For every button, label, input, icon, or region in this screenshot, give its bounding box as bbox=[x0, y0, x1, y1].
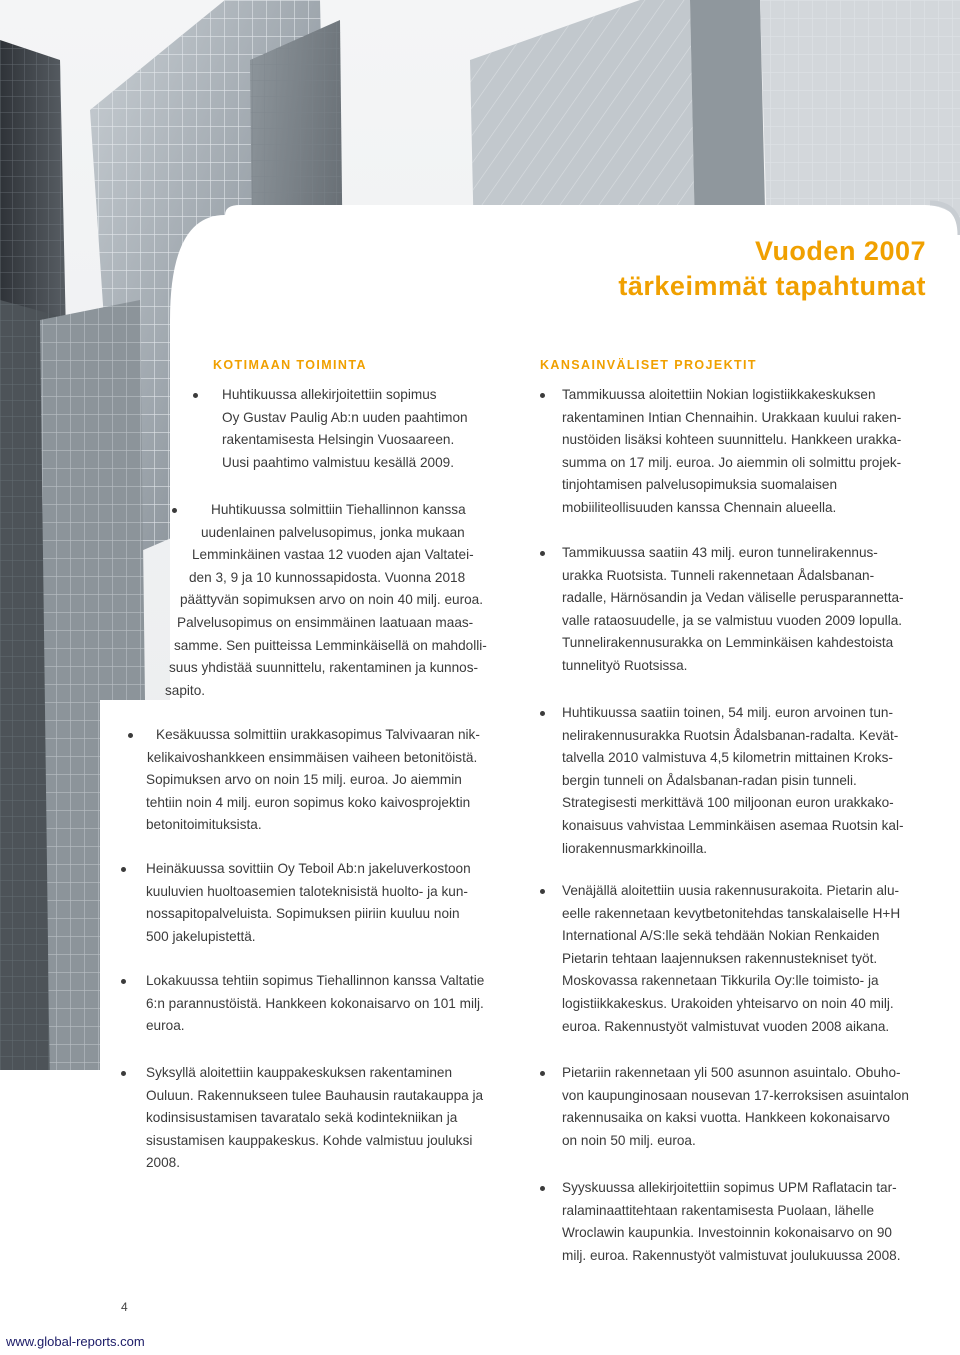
bullet-icon bbox=[540, 889, 545, 894]
list-item: Syyskuussa allekirjoitettiin sopimus UPM Raflatacin tar- ralaminaattitehtaan rakentamisesta Puolaan, lähelle Wroclawin kaupunkia. Investoinnin kokonaisarvo on 90 milj. euroa. Rakennustyöt valmistuvat joulukuussa 2008. bbox=[562, 1180, 901, 1263]
title-line-1: Vuoden 2007 bbox=[754, 236, 926, 266]
list-item: Syksyllä aloitettiin kauppakeskuksen rakentaminen Ouluun. Rakennukseen tulee Bauhausin rautakauppa ja kodinsisustamisen tavaratalo sekä kodintekniikan ja sisustamisen kauppakeskus. Kohde valmistuu jouluksi 2008. bbox=[146, 1065, 484, 1171]
page-number: 4 bbox=[121, 1300, 128, 1314]
title-line-2: tärkeimmät tapahtumat bbox=[618, 271, 926, 301]
list-item: Huhtikuussa solmittiin Tiehallinnon kanssa uudenlainen palvelusopimus, jonka mukaan Lemminkäinen vastaa 12 vuoden ajan Valtatei- den 3, 9 ja 10 kunnossapidosta. Vuonna 2018 päättyvän sopimuksen arvo on noin 40 milj. euroa. Palvelusopimus on ensimmäinen laatuaan maas- samme. Sen puitteissa Lemminkäisellä on mahdolli- suus yhdistää suunnittelu, rakentaminen ja kunnos- sapito. bbox=[165, 502, 487, 698]
list-item: Tammikuussa saatiin 43 milj. euron tunnelirakennus- urakka Ruotsista. Tunneli rakennetaan Ådalsbanan- radalle, Härnösandin ja Vedan väliselle perusparannetta- valle rataosuudelle, ja se valmistuu vuoden 2009 lopulla. Tunnelirakennusurakka on Lemminkäisen kahdestoista tunnelityö Ruotsissa. bbox=[562, 545, 904, 673]
bullet-icon bbox=[121, 1071, 126, 1076]
list-item: Venäjällä aloitettiin uusia rakennusurakoita. Pietarin alu- eelle rakennetaan kevytbetonitehdas tanskalaiselle H+H International A/S:lle sekä tehdään Nokian Renkaiden Pietarin tehtaan laajennuksen rakennustekniset työt. Moskovassa rakennetaan Tikkurila Oy:lle toimisto- ja logistiikkakeskus. Urakoiden yhteisarvo on noin 40 milj. euroa. Rakennustyöt valmistuvat vuoden 2008 aikana. bbox=[562, 883, 901, 1034]
bullet-icon bbox=[121, 979, 126, 984]
bullet-icon bbox=[193, 393, 198, 398]
section-heading-international: KANSAINVÄLISET PROJEKTIT bbox=[540, 358, 757, 372]
bullet-icon bbox=[121, 867, 126, 872]
list-item: Huhtikuussa allekirjoitettiin sopimus Oy Gustav Paulig Ab:n uuden paahtimon rakentamisesta Helsingin Vuosaareen. Uusi paahtimo valmistuu kesällä 2009. bbox=[222, 387, 468, 470]
bullet-icon bbox=[540, 711, 545, 716]
section-heading-domestic: KOTIMAAN TOIMINTA bbox=[213, 358, 367, 372]
bullet-icon bbox=[540, 393, 545, 398]
bullet-icon bbox=[540, 1186, 545, 1191]
list-item: Heinäkuussa sovittiin Oy Teboil Ab:n jakeluverkostoon kuuluvien huoltoasemien taloteknisistä huolto- ja kun- nossapitopalveluista. Sopimuksen piiriin kuuluu noin 500 jakelupistettä. bbox=[146, 861, 471, 944]
page-title bbox=[618, 234, 926, 304]
list-item: Huhtikuussa saatiin toinen, 54 milj. euron arvoinen tun- nelirakennusurakka Ruotsin Ådalsbanan-radalta. Kevät- talvella 2010 valmistuva 4,5 kilometrin mittainen Kroks- bergin tunneli on Ådalsbanan-radan pisin tunneli. Strategisesti merkittävä 100 miljoonan euron urakkako- konaisuus vahvistaa Lemminkäisen asemaa Ruotsin kal- liorakennusmarkkinoilla. bbox=[562, 705, 904, 856]
list-item: Kesäkuussa solmittiin urakkasopimus Talvivaaran nik- kelikaivoshankkeen ensimmäisen vaiheen betonitöistä. Sopimuksen arvo on noin 15 milj. euroa. Jo aiemmin tehtiin noin 4 milj. euron sopimus koko kaivosprojektin betonitoimituksista. bbox=[146, 727, 480, 833]
footer-link[interactable]: www.global-reports.com bbox=[6, 1334, 145, 1349]
list-item: Tammikuussa aloitettiin Nokian logistiikkakeskuksen rakentaminen Intian Chennaihin. Urakkaan kuului raken- nustöiden lisäksi kohteen suunnittelu. Hankkeen urakka- summa on 17 milj. euroa. Jo aiemmin oli solmittu projek- tinjohtamisen palvelusopimuksia suomalaisen mobiiliteollisuuden kanssa Chennain alueella. bbox=[562, 387, 902, 515]
bullet-icon bbox=[540, 1071, 545, 1076]
list-item: Lokakuussa tehtiin sopimus Tiehallinnon kanssa Valtatie 6:n parannustöistä. Hankkeen kokonaisarvo on 101 milj. euroa. bbox=[146, 973, 485, 1034]
bullet-icon bbox=[128, 733, 133, 738]
list-item: Pietariin rakennetaan yli 500 asunnon asuintalo. Obuho- von kaupunginosaan nousevan 17-kerroksisen asuintalon rakennusaika on kaksi vuotta. Hankkeen kokonaisarvo on noin 50 milj. euroa. bbox=[562, 1065, 909, 1148]
bullet-icon bbox=[540, 551, 545, 556]
